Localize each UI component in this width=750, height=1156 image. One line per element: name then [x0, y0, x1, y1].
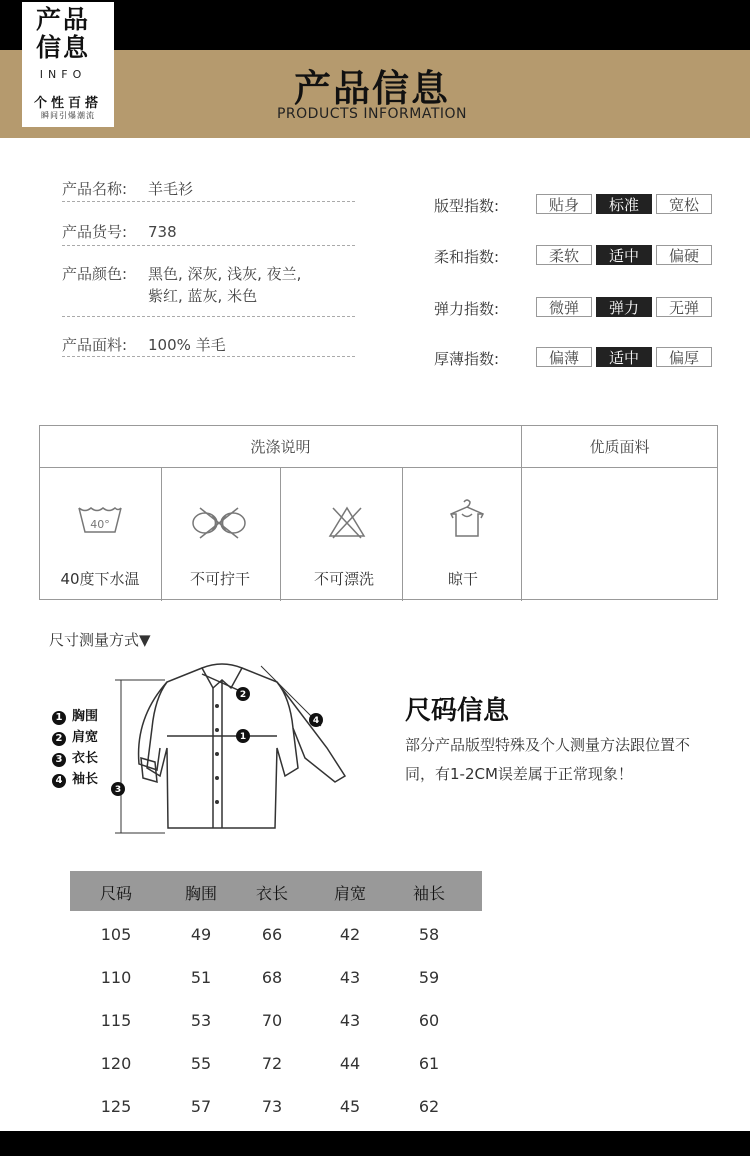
divider [62, 356, 355, 357]
index-option: 宽松 [656, 194, 712, 214]
size-table-cell: 57 [190, 1097, 212, 1116]
logo-tag: 个性百搭 [33, 96, 102, 111]
index-option: 偏硬 [656, 245, 712, 265]
index-option: 标准 [596, 194, 652, 214]
measure-title: 尺寸测量方式▼ [49, 631, 151, 649]
index-option: 适中 [596, 347, 652, 367]
hang-dry-icon [446, 496, 488, 542]
size-table-cell: 66 [261, 925, 283, 944]
size-table-header-cell: 胸围 [184, 884, 217, 903]
legend-item: 4 袖长 [52, 768, 98, 788]
size-table-cell: 62 [418, 1097, 440, 1116]
logo-line-1: 产品 [35, 5, 90, 34]
size-table-cell: 43 [339, 968, 361, 987]
index-option: 偏薄 [536, 347, 592, 367]
care-label-wash: 40度下水温 [60, 570, 140, 588]
size-table-cell: 70 [261, 1011, 283, 1030]
size-table-cell: 53 [190, 1011, 212, 1030]
size-table-cell: 125 [100, 1097, 132, 1116]
size-info-title: 尺码信息 [405, 696, 510, 726]
legend-item: 3 衣长 [52, 747, 98, 767]
no-bleach-icon [327, 504, 367, 540]
product-name-label: 产品名称: [62, 180, 128, 198]
product-fabric-row [62, 334, 226, 355]
no-wring-icon [190, 506, 248, 540]
product-name-row [62, 178, 193, 199]
size-table-cell: 60 [418, 1011, 440, 1030]
divider [521, 467, 718, 468]
size-table-cell: 110 [100, 968, 132, 987]
index-option: 贴身 [536, 194, 592, 214]
size-table-cell: 68 [261, 968, 283, 987]
divider [62, 245, 355, 246]
size-table-cell: 51 [190, 968, 212, 987]
product-fabric-label: 产品面料: [62, 336, 128, 354]
wash-40-icon [77, 504, 123, 536]
index-option: 弹力 [596, 297, 652, 317]
wash-temp: 40° [90, 518, 110, 531]
size-table-cell: 45 [339, 1097, 361, 1116]
product-name-value: 羊毛衫 [148, 180, 194, 198]
index-option: 适中 [596, 245, 652, 265]
size-table-header-cell: 尺码 [99, 884, 132, 903]
marker-1: 1 [239, 732, 247, 742]
size-table-cell: 72 [261, 1054, 283, 1073]
legend-item: 2 肩宽 [52, 726, 98, 746]
size-table-cell: 61 [418, 1054, 440, 1073]
divider [62, 201, 355, 202]
size-table-cell: 105 [100, 925, 132, 944]
page-subtitle: PRODUCTS INFORMATION [276, 106, 468, 122]
size-table-cell: 43 [339, 1011, 361, 1030]
size-table-header-cell: 肩宽 [333, 884, 366, 903]
size-table-cell: 120 [100, 1054, 132, 1073]
logo-info: INFO [39, 68, 87, 81]
product-code-label: 产品货号: [62, 223, 128, 241]
index-label: 柔和指数: [434, 248, 500, 266]
product-color-label: 产品颜色: [62, 265, 128, 283]
product-color-line2: 紫红, 蓝灰, 米色 [148, 287, 258, 305]
bottom-black-bar [0, 1131, 750, 1156]
index-label: 版型指数: [434, 197, 500, 215]
size-table-cell: 55 [190, 1054, 212, 1073]
logo-line-2: 信息 [35, 33, 90, 62]
index-label: 弹力指数: [434, 300, 500, 318]
divider [280, 467, 281, 601]
quality-header: 优质面料 [589, 438, 650, 456]
product-color-line1: 黑色, 深灰, 浅灰, 夜兰, [148, 265, 302, 283]
care-label-dry: 晾干 [447, 570, 478, 588]
index-option: 无弹 [656, 297, 712, 317]
product-color-row [62, 263, 301, 284]
size-table-header-cell: 袖长 [412, 884, 445, 903]
care-table [39, 425, 718, 600]
size-table-cell: 49 [190, 925, 212, 944]
logo [22, 2, 114, 127]
care-label-wring: 不可拧干 [189, 570, 250, 588]
index-option: 微弹 [536, 297, 592, 317]
divider [62, 316, 355, 317]
legend-item: 1 胸围 [52, 705, 98, 725]
marker-3: 3 [114, 785, 122, 795]
size-table-cell: 44 [339, 1054, 361, 1073]
size-table-cell: 59 [418, 968, 440, 987]
index-option: 柔软 [536, 245, 592, 265]
size-info-desc: 部分产品版型特殊及个人测量方法跟位置不同，有1-2CM误差属于正常现象！ [405, 736, 691, 783]
marker-4: 4 [312, 716, 320, 726]
index-label: 厚薄指数: [434, 350, 500, 368]
care-label-bleach: 不可漂洗 [313, 570, 374, 588]
product-code-row [62, 221, 177, 242]
marker-2: 2 [239, 690, 247, 700]
size-table-header-cell: 衣长 [255, 884, 288, 903]
size-table-cell: 73 [261, 1097, 283, 1116]
product-code-value: 738 [148, 223, 177, 241]
size-table-cell: 115 [100, 1011, 132, 1030]
size-table-cell: 42 [339, 925, 361, 944]
wash-header: 洗涤说明 [250, 438, 311, 456]
size-table-cell: 58 [418, 925, 440, 944]
shirt-diagram [105, 658, 360, 838]
product-fabric-value: 100% 羊毛 [148, 336, 226, 354]
index-option: 偏厚 [656, 347, 712, 367]
page-title: 产品信息 [294, 67, 450, 110]
logo-tag-small: 瞬间引爆潮流 [41, 111, 95, 120]
